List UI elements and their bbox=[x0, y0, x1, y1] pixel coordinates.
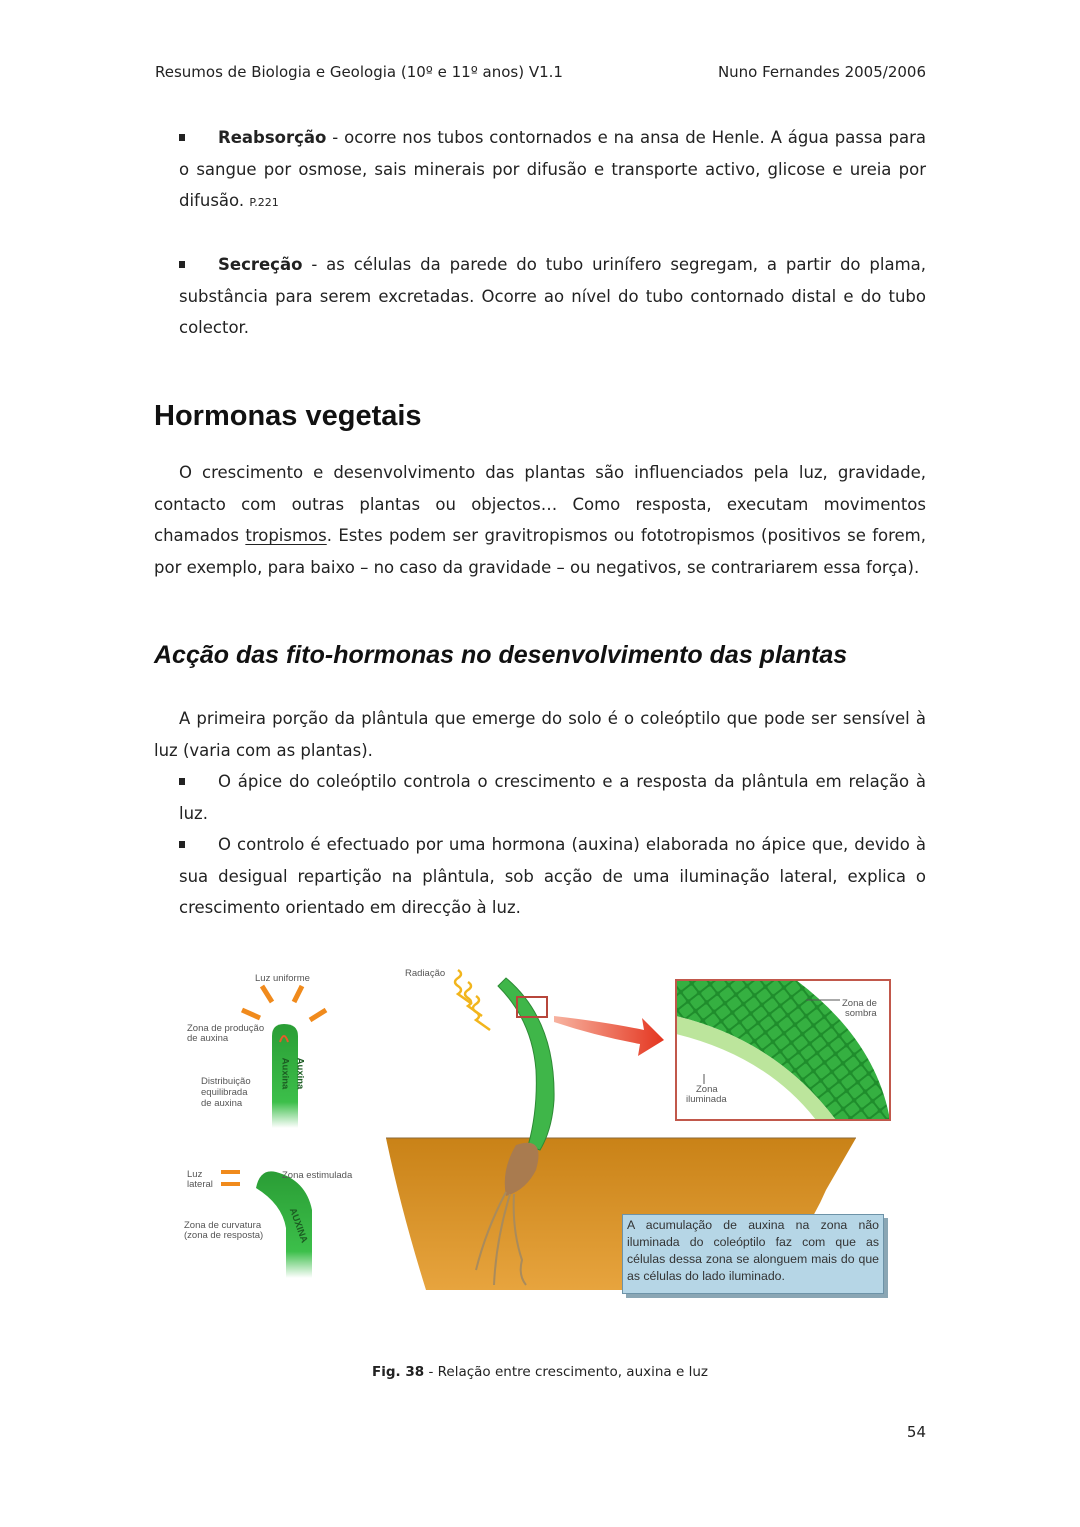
bullet-apice-text: O ápice do coleóptilo controla o crescimento e a resposta da plântula em relação à luz. bbox=[179, 772, 926, 823]
label-luz-uniforme: Luz uniforme bbox=[255, 973, 310, 984]
label-zona-producao-2: de auxina bbox=[187, 1033, 229, 1044]
caption-label: Fig. 38 bbox=[372, 1364, 425, 1380]
term-reabsorcao: Reabsorção bbox=[218, 128, 327, 147]
bullet-square-icon bbox=[179, 766, 217, 798]
label-zona-curvatura-1: Zona de curvatura bbox=[184, 1220, 262, 1231]
paragraph-coleoptilo: A primeira porção da plântula que emerge do solo é o coleóptilo que pode ser sensível à luz (varia com as plantas). bbox=[154, 709, 926, 760]
label-zona-producao-1: Zona de produção bbox=[187, 1023, 265, 1034]
label-zona-estimulada: Zona estimulada bbox=[282, 1170, 353, 1181]
bullet-controlo bbox=[179, 829, 926, 924]
para-text-before: O crescimento e desenvolvimento das plantas são influenciados pela luz, gravidade, contacto com outras plantas ou objectos… Como resposta, executam movimentos chamados bbox=[154, 463, 926, 545]
figure-callout-box: A acumulação de auxina na zona não iluminada do coleóptilo faz com que as células dessa zona se alonguem mais do que as células do lado iluminado. bbox=[622, 1214, 884, 1294]
uniform-light-arrows-icon bbox=[242, 986, 326, 1020]
label-auxina-left: Auxina bbox=[279, 1057, 291, 1090]
zoom-arrow-icon bbox=[554, 1016, 664, 1056]
caption-text: - Relação entre crescimento, auxina e luz bbox=[424, 1364, 708, 1380]
bullet-reabsorcao bbox=[179, 122, 926, 219]
running-header-author: Nuno Fernandes 2005/2006 bbox=[717, 63, 926, 81]
term-tropismos: tropismos bbox=[245, 526, 327, 545]
figure-caption bbox=[0, 1364, 1080, 1380]
label-zona-curvatura-2: (zona de resposta) bbox=[184, 1230, 264, 1241]
label-distribuicao-3: de auxina bbox=[201, 1098, 243, 1109]
label-luz-lateral-1: Luz bbox=[187, 1169, 203, 1180]
bullet-square-icon bbox=[179, 249, 217, 281]
label-radiacao: Radiação bbox=[405, 968, 446, 979]
subsection-title: Acção das fito-hormonas no desenvolvimento das plantas bbox=[154, 641, 848, 669]
page-reference: P.221 bbox=[249, 196, 279, 209]
bullet-controlo-text: O controlo é efectuado por uma hormona (auxina) elaborada no ápice que, devido à sua desigual repartição na plântula, sob acção de uma iluminação lateral, explica o crescimento orientado em direcção à luz. bbox=[179, 835, 926, 917]
running-header-title: Resumos de Biologia e Geologia (10º e 11º anos) V1.1 bbox=[155, 63, 563, 81]
radiation-waves-icon bbox=[455, 970, 490, 1030]
label-zona-sombra-2: sombra bbox=[845, 1008, 877, 1019]
page-number: 54 bbox=[906, 1423, 926, 1441]
label-auxina-right: Auxina bbox=[294, 1057, 306, 1090]
label-distribuicao-2: equilibrada bbox=[201, 1087, 248, 1098]
label-zona-sombra-1: Zona de bbox=[842, 998, 877, 1009]
para-text-after: . Estes podem ser gravitropismos ou fototropismos (positivos se forem, por exemplo, para baixo – no caso da gravidade – ou negativos, se contrariarem essa força). bbox=[154, 526, 926, 577]
section-title-hormonas: Hormonas vegetais bbox=[154, 400, 422, 432]
bullet-square-icon bbox=[179, 829, 217, 861]
label-zona-iluminada-1: Zona bbox=[696, 1084, 718, 1095]
bullet-apice bbox=[179, 766, 926, 829]
label-distribuicao-1: Distribuição bbox=[201, 1076, 251, 1087]
secrecao-text: - as células da parede do tubo urinífero segregam, a partir do plama, substância para serem excretadas. Ocorre ao nível do tubo contornado distal e do tubo colector. bbox=[179, 255, 926, 337]
term-secrecao: Secreção bbox=[218, 255, 303, 274]
paragraph-tropismos bbox=[154, 457, 926, 583]
label-luz-lateral-2: lateral bbox=[187, 1179, 213, 1190]
bullet-square-icon bbox=[179, 122, 217, 154]
seedling-stem bbox=[498, 978, 554, 1150]
reabsorcao-text: - ocorre nos tubos contornados e na ansa de Henle. A água passa para o sangue por osmose, sais minerais por difusão e transporte activo, glicose e ureia por difusão. bbox=[179, 128, 926, 210]
label-zona-iluminada-2: iluminada bbox=[686, 1094, 727, 1105]
bullet-secrecao bbox=[179, 249, 926, 344]
lateral-light-arrows-icon bbox=[221, 1172, 240, 1184]
label-auxina-caps: AUXINA bbox=[286, 1206, 310, 1245]
